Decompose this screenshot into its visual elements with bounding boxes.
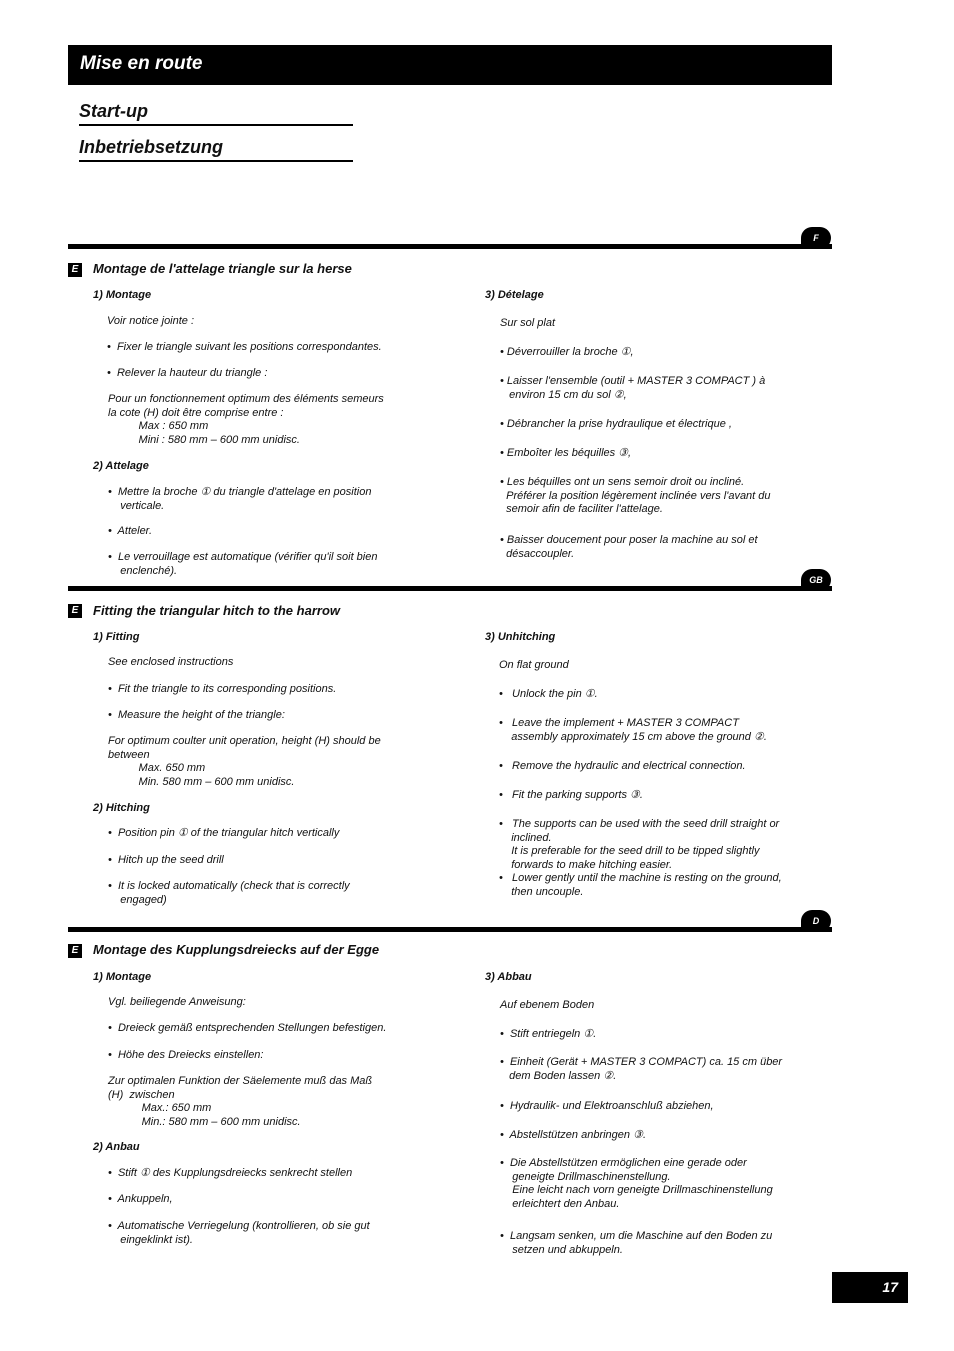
- bullet-item: • Automatische Verriegelung (kontrollieren, ob sie gut eingeklinkt ist).: [108, 1220, 370, 1246]
- bullet-item: • Fixer le triangle suivant les positions correspondantes.: [107, 341, 382, 353]
- bullet-item: • Mettre la broche ① du triangle d'attelage en position verticale.: [108, 486, 372, 512]
- bullet-item: • Unlock the pin ①.: [499, 688, 598, 700]
- paragraph: Pour un fonctionnement optimum des éléments semeurs la cote (H) doit être comprise entre : Max : 650 mm Mini : 580 mm – 600 mm unidisc.: [108, 393, 384, 446]
- bullet-item: • Hitch up the seed drill: [108, 854, 224, 866]
- bullet-item: • Stift ① des Kupplungsdreiecks senkrecht stellen: [108, 1167, 353, 1179]
- bullet-item: • Hydraulik- und Elektroanschluß abziehen,: [500, 1100, 714, 1112]
- section-marker: E: [68, 944, 82, 958]
- subtitle-de: Inbetriebsetzung: [79, 137, 353, 162]
- section-title: Montage des Kupplungsdreiecks auf der Egge: [93, 942, 380, 957]
- bullet-item: • Measure the height of the triangle:: [108, 709, 285, 721]
- section-divider: [68, 244, 832, 249]
- bullet-item: • Remove the hydraulic and electrical connection.: [499, 760, 746, 772]
- paragraph: Sur sol plat: [500, 317, 556, 329]
- paragraph: Zur optimalen Funktion der Säelemente muß das Maß (H) zwischen Max.: 650 mm Min.: 580 mm – 600 mm unidisc.: [108, 1075, 373, 1128]
- bullet-item: • Abstellstützen anbringen ③.: [500, 1129, 646, 1141]
- bullet-item: • Die Abstellstützen ermöglichen eine gerade oder geneigte Drillmaschinenstellung. Eine leicht nach vorn geneigte Drillmaschinenstellung erleichtert den Anbau.: [500, 1157, 773, 1210]
- header-bar: [68, 45, 832, 85]
- bullet-item: • The supports can be used with the seed drill straight or inclined. It is preferable for the seed drill to be tipped slightly forwards to make hitching easier. • Lower gently until the machine is resting on the ground, then uncouple.: [499, 818, 782, 898]
- bullet-item: • Les béquilles ont un sens semoir droit ou incliné. Préférer la position légèrement inclinée vers l'avant du semoir afin de faciliter l'attelage.: [500, 476, 771, 515]
- bullet-item: • Emboîter les béquilles ③,: [500, 447, 632, 459]
- paragraph: Vgl. beiliegende Anweisung:: [108, 996, 246, 1008]
- subheading: 2) Hitching: [93, 802, 150, 814]
- bullet-item: • Fit the triangle to its corresponding positions.: [108, 683, 337, 695]
- subheading: 1) Montage: [93, 289, 152, 301]
- bullet-item: • Débrancher la prise hydraulique et électrique ,: [500, 418, 732, 430]
- bullet-item: • Stift entriegeln ①.: [500, 1028, 597, 1040]
- bullet-item: • Le verrouillage est automatique (vérifier qu'il soit bien enclenché).: [108, 551, 378, 577]
- bullet-item: • Einheit (Gerät + MASTER 3 COMPACT) ca. 15 cm über dem Boden lassen ②.: [500, 1056, 783, 1082]
- section-marker: E: [68, 263, 82, 277]
- section-title: Fitting the triangular hitch to the harrow: [93, 603, 340, 618]
- paragraph: For optimum coulter unit operation, height (H) should be between Max. 650 mm Min. 580 mm – 600 mm unidisc.: [108, 735, 381, 788]
- subheading: 2) Attelage: [93, 460, 149, 472]
- bullet-item: • Position pin ① of the triangular hitch vertically: [108, 827, 340, 839]
- section-divider: [68, 586, 832, 591]
- page-title: Mise en route: [80, 53, 203, 74]
- bullet-item: • Déverrouiller la broche ①,: [500, 346, 634, 358]
- section-title: Montage de l'attelage triangle sur la herse: [93, 261, 352, 276]
- bullet-item: • Relever la hauteur du triangle :: [107, 367, 268, 379]
- subheading: 3) Unhitching: [485, 631, 556, 643]
- bullet-item: • Fit the parking supports ③.: [499, 789, 643, 801]
- paragraph: Auf ebenem Boden: [500, 999, 595, 1011]
- section-marker: E: [68, 604, 82, 618]
- lang-badge-de: D: [801, 910, 831, 932]
- bullet-item: • Baisser doucement pour poser la machine au sol et désaccoupler.: [500, 534, 758, 560]
- bullet-item: • Langsam senken, um die Maschine auf den Boden zu setzen und abkuppeln.: [500, 1230, 773, 1256]
- page-number-box: [832, 1272, 908, 1303]
- paragraph: On flat ground: [499, 659, 569, 671]
- bullet-item: • Dreieck gemäß entsprechenden Stellungen befestigen.: [108, 1022, 387, 1034]
- paragraph: Voir notice jointe :: [107, 315, 195, 327]
- subheading: 1) Montage: [93, 971, 152, 983]
- subheading: 3) Dételage: [485, 289, 544, 301]
- bullet-item: • Leave the implement + MASTER 3 COMPACT assembly approximately 15 cm above the ground ②.: [499, 717, 767, 743]
- bullet-item: • Atteler.: [108, 525, 152, 537]
- subtitle-en: Start-up: [79, 101, 353, 126]
- bullet-item: • It is locked automatically (check that is correctly engaged): [108, 880, 350, 906]
- lang-badge-fr: F: [801, 227, 831, 249]
- page-number: 17: [882, 1279, 898, 1295]
- subheading: 2) Anbau: [93, 1141, 140, 1153]
- bullet-item: • Höhe des Dreiecks einstellen:: [108, 1049, 264, 1061]
- lang-badge-gb: GB: [801, 569, 831, 591]
- bullet-item: • Laisser l'ensemble (outil + MASTER 3 COMPACT ) à environ 15 cm du sol ②,: [500, 375, 766, 401]
- subheading: 3) Abbau: [485, 971, 532, 983]
- section-divider: [68, 927, 832, 932]
- paragraph: See enclosed instructions: [108, 656, 234, 668]
- subheading: 1) Fitting: [93, 631, 140, 643]
- bullet-item: • Ankuppeln,: [108, 1193, 173, 1205]
